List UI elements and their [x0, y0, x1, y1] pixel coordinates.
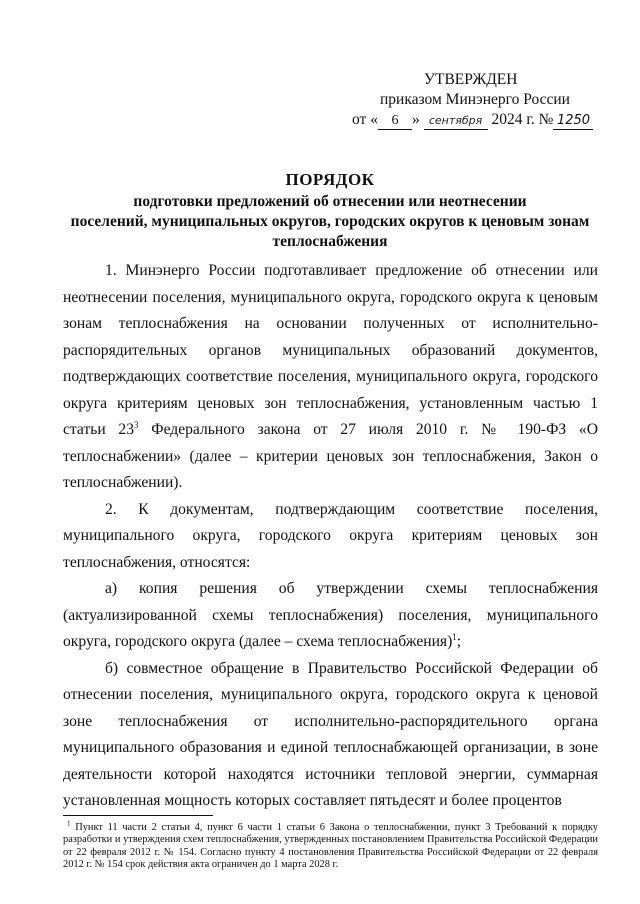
paragraph-1-text-end: Федерального закона от 27 июля 2010 г. № 190-ФЗ «О теплоснабжении» (далее – критерии ценовых зон теплоснабжения, Закон о теплоснабжении).: [63, 421, 598, 491]
date-prefix: от «: [352, 111, 378, 128]
footnote-mark: 1: [67, 819, 71, 828]
title-subtitle-2: поселений, муниципальных округов, городских округов к ценовым зонам: [70, 213, 590, 230]
footnote-separator: [63, 815, 213, 816]
paragraph-a: [63, 576, 598, 656]
title-subtitle-1: подготовки предложений об отнесении или неотнесении: [133, 193, 527, 210]
document-title: [60, 168, 600, 252]
paragraph-b: б) совместное обращение в Правительство Российской Федерации об отнесении поселения, муниципального округа, городского округа к ценовой зоне теплоснабжения от исполнительно-распорядительного органа муниципального образования и единой теплоснабжающей организации, в зоне деятельности которой находятся источники тепловой энергии, суммарная установленная мощность которых составляет пятьдесят и более процентов: [63, 659, 598, 809]
paragraph-a-end: ;: [456, 633, 462, 650]
paragraph-1-superscript: 3: [134, 419, 139, 430]
footnote: [63, 819, 598, 872]
document-body: [63, 258, 598, 815]
approval-order-line: приказом Минэнерго России: [380, 91, 570, 108]
approval-date-line: [340, 110, 600, 130]
date-mid: »: [411, 111, 420, 128]
approval-block: [340, 70, 600, 130]
title-subtitle-3: теплоснабжения: [272, 233, 388, 250]
approval-heading: УТВЕРЖДЕН: [424, 71, 518, 88]
date-month-handwritten: сентября: [424, 113, 488, 130]
title-heading: ПОРЯДОК: [285, 170, 375, 189]
date-day: 6: [378, 113, 412, 130]
footnote-text: Пункт 11 части 2 статьи 4, пункт 6 части 1 статьи 6 Закона о теплоснабжении, пункт 3 Требований к порядку разработки и утверждения схем теплоснабжения, утвержденных постановлением Правительства Российской Федерации от 22 февраля 2012 г. № 154. Согласно пункту 4 постановления Правительства Российской Федерации от 22 февраля 2012 г. № 154 срок действия акта ограничен до 1 марта 2028 г.: [63, 822, 598, 871]
order-number-handwritten: 1250: [553, 113, 593, 130]
paragraph-1-text: 1. Минэнерго России подготавливает предложение об отнесении или неотнесении поселения, муниципального округа, городского округа к ценовым зонам теплоснабжения на основании полученных от исполнительно-распорядительных органов муниципальных образований документов, подтверждающих соответствие поселения, муниципального округа, городского округа критериям ценовых зон теплоснабжения, установленным частью 1 статьи 23: [63, 262, 598, 438]
paragraph-1: [63, 258, 598, 497]
paragraph-a-text: а) копия решения об утверждении схемы теплоснабжения (актуализированной схемы теплоснабжения) поселения, муниципального округа, городского округа (далее – схема теплоснабжения): [63, 580, 598, 650]
date-year: 2024 г. №: [491, 111, 554, 128]
paragraph-2: 2. К документам, подтверждающим соответствие поселения, муниципального округа, городского округа критериям ценовых зон теплоснабжения, относятся:: [63, 500, 598, 571]
footnote-reference: 1: [452, 631, 457, 642]
